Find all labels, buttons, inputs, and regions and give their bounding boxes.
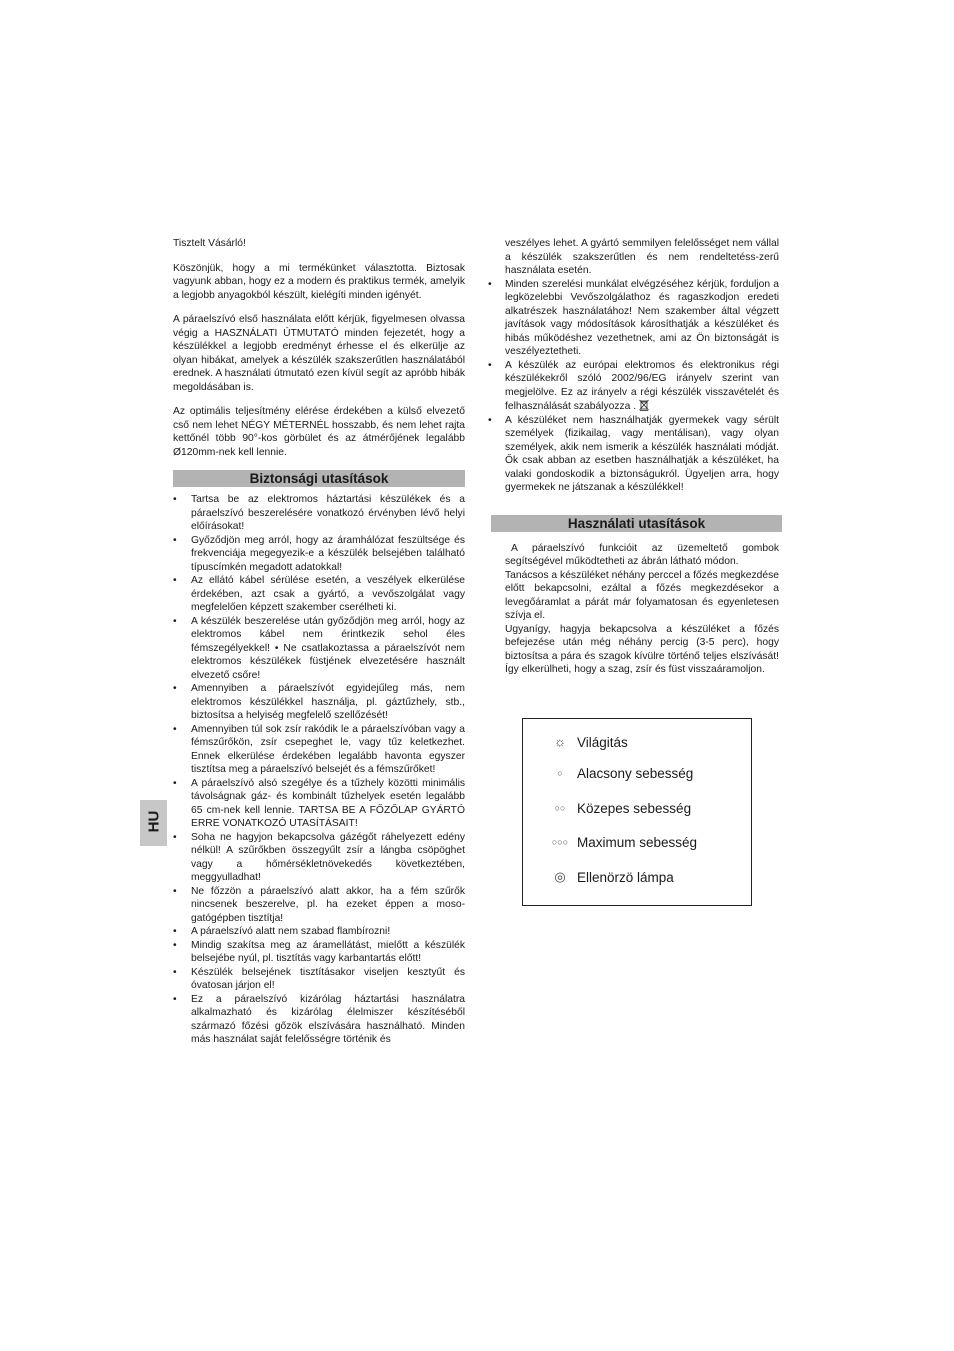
weee-text: A készülék az európai elektromos és elektronikus régi készülékekről szóló 2002/96/EG irányelv szerint van megjelölve. Ez az irányelv a régi készülék visszavételét és felhasználását szabályozza . (505, 359, 779, 412)
control-indicator-lamp (523, 869, 751, 889)
control-label: Közepes sebesség (577, 801, 692, 816)
usage-paragraph: Tanácsos a készüléket néhány perccel a főzés megkezdése előtt bekapcsolni, ezáltal a főzés megkezdésekor a levegőáramlat a párát már folyamatosan és egyenletesen szívja el. (505, 569, 779, 621)
speed-medium-icon: ○○ (554, 803, 566, 813)
list-item: • Soha ne hagyjon bekapcsolva gázégőt ráhelyezett edény nélkül! A szűrőkben összegyűlt zsír a lángba csöpöghet vagy a hőmérsékletnövekedés következtében, meggyulladhat! (173, 831, 465, 885)
safety-header: Biztonsági utasítások (173, 470, 465, 487)
language-code: HU (145, 810, 163, 833)
control-speed-low (523, 765, 751, 785)
control-light (523, 734, 751, 754)
language-tab (140, 800, 167, 846)
light-icon: ☼ (554, 734, 566, 749)
list-item: • A készüléket nem használhatják gyermekek vagy sérült személyek (fizikailag, vagy mentálisan), vagy olyan személyek, akik nem ismerik a készülék használati módját. Ők csak abban az esetben használhatják a készüléket, ha valaki gondoskodik a biztonságukról. Ügyeljen arra, hogy gyermekek ne játszanak a készülékkel! (505, 414, 779, 495)
left-column (173, 237, 465, 1047)
list-item: • A páraelszívó alatt nem szabad flambírozni! (173, 925, 465, 939)
list-item: • Ne főzzön a páraelszívó alatt akkor, ha a fém szűrők nincsenek beszerelve, pl. ha ezeket éppen a moso-gatógépben tisztítja! (173, 885, 465, 926)
usage-header: Használati utasítások (491, 515, 782, 532)
manual-paragraph: A páraelszívó első használata előtt kérjük, figyelmesen olvassa végig a HASZNÁLATI ÚTMUTATÓ minden fejezetét, hogy a készülékkel a legjobb eredményt érhesse el és elkerülje az olyan hibákat, amelyek a készülék szakszerűtlen használatából erednek. A használati útmutató ezen kívül segít az apróbb hibák megoldásában is. (173, 314, 465, 393)
control-panel-legend (522, 718, 752, 906)
greeting: Tisztelt Vásárló! (173, 238, 246, 249)
list-item: • Készülék belsejének tisztításakor viseljen kesztyűt és óvatosan járjon el! (173, 966, 465, 993)
duct-paragraph: Az optimális teljesítmény elérése érdekében a külső elvezető cső nem lehet NÉGY MÉTERNÉL hosszabb, és nem lehet rajta kettőnél több 90°-kos görbület és az átmérőjének legalább Ø120mm-nek kell lennie. (173, 406, 465, 458)
control-speed-medium (523, 800, 751, 820)
list-item: • A páraelszívó alsó szegélye és a tűzhely közötti minimális távolságnak gáz- és kombinált tűzhelyek esetén legalább 65 cm-nek kell lennie. TARTSA BE A FŐZŐLAP GYÁRTÓ ERRE VONATKOZÓ UTASÍTÁSAIT! (173, 777, 465, 831)
list-item: • A készülék beszerelése után győződjön meg arról, hogy az elektromos kábel nem érintkezik sehol éles fémszegélyekkel! • Ne csatlakoztassa a páraelszívót nem elektromos készülékek füstjének elvezetésére használt elvezető csőre! (173, 615, 465, 683)
indicator-lamp-icon: ◎ (554, 869, 566, 884)
intro-paragraph: Köszönjük, hogy a mi termékünket választotta. Biztosak vagyunk abban, hogy ez a modern és praktikus termék, amelyik a legjobb anyagokból készült, kielégíti minden igényét. (173, 262, 465, 301)
list-item: • Amennyiben túl sok zsír rakódik le a páraelszívóban vagy a fémszűrőkön, zsír csepeghet le, vagy tűz keletkezhet. Ennek elkerülése érdekében legalább havonta egyszer tisztítsa meg a páraelszívó belsejét és a fémszűrőket! (173, 723, 465, 777)
control-label: Alacsony sebesség (577, 766, 694, 781)
list-item: • Az ellátó kábel sérülése esetén, a veszélyek elkerülése érdekében, azt csak a gyártó, a vevőszolgálat vagy megfelelően képzett szakember cserélheti ki. (173, 574, 465, 615)
crossed-bin-icon (639, 399, 649, 411)
speed-max-icon: ○○○ (551, 837, 569, 847)
list-item: • Minden szerelési munkálat elvégzéséhez kérjük, forduljon a legközelebbi Vevőszolgálathoz és ragaszkodjon eredeti alkatrészek használatához! Nem szakember által végzett javítások vagy módosítások károsíthatják a készüléket és hibás működéshez vezethetnek, ami az Ön biztonságát is veszélyeztetheti. (505, 278, 779, 359)
list-item: • Mindig szakítsa meg az áramellátást, mielőtt a készülék belsejébe nyúl, pl. tisztítás vagy karbantartás előtt! (173, 939, 465, 966)
usage-paragraph: Ugyanígy, hagyja bekapcsolva a készüléket a főzés befejezése után még néhány percig (3-5 perc), hogy biztosítsa a pára és szagok kívülre történő teljes elszívását! Így elkerülheti, hogy a szag, zsír és füst visszaáramoljon. (505, 623, 779, 675)
safety-list-continued (505, 278, 779, 495)
control-label: Ellenörzö lámpa (577, 870, 674, 885)
control-speed-max (523, 834, 751, 854)
continuation-text: veszélyes lehet. A gyártó semmilyen felelősséget nem vállal a készülék szakszerűtlen és nem rendeltetéss-zerű használata esetén. (505, 238, 779, 276)
speed-low-icon: ○ (557, 768, 563, 778)
control-label: Maximum sebesség (577, 835, 698, 850)
list-item: • Tartsa be az elektromos háztartási készülékek és a páraelszívó beszerelésére vonatkozó érvényben lévő helyi előírásokat! (173, 493, 465, 534)
usage-paragraph: A páraelszívó funkcióit az üzemeltető gombok segítségével működtetheti az ábrán látható módon. (505, 542, 779, 567)
safety-list (173, 493, 465, 1047)
list-item: • Ez a páraelszívó kizárólag háztartási használatra alkalmazható és kizárólag élelmiszer készítéséből származó főzési gőzök elszívására használható. Minden más használat saját felelősségre történik és (173, 993, 465, 1047)
right-column (505, 237, 779, 677)
control-label: Világitás (577, 735, 628, 750)
list-item: • Győződjön meg arról, hogy az áramhálózat feszültsége és frekvenciája megegyezik-e a készülék belsejében található típuscímkén megadott adatokkal! (173, 534, 465, 575)
list-item (505, 359, 779, 414)
usage-section (505, 542, 779, 677)
list-item: • Amennyiben a páraelszívót egyidejűleg más, nem elektromos készülékkel használja, pl. gáztűzhely, stb., biztosítsa a helyiség megfelelő szellőzését! (173, 682, 465, 723)
